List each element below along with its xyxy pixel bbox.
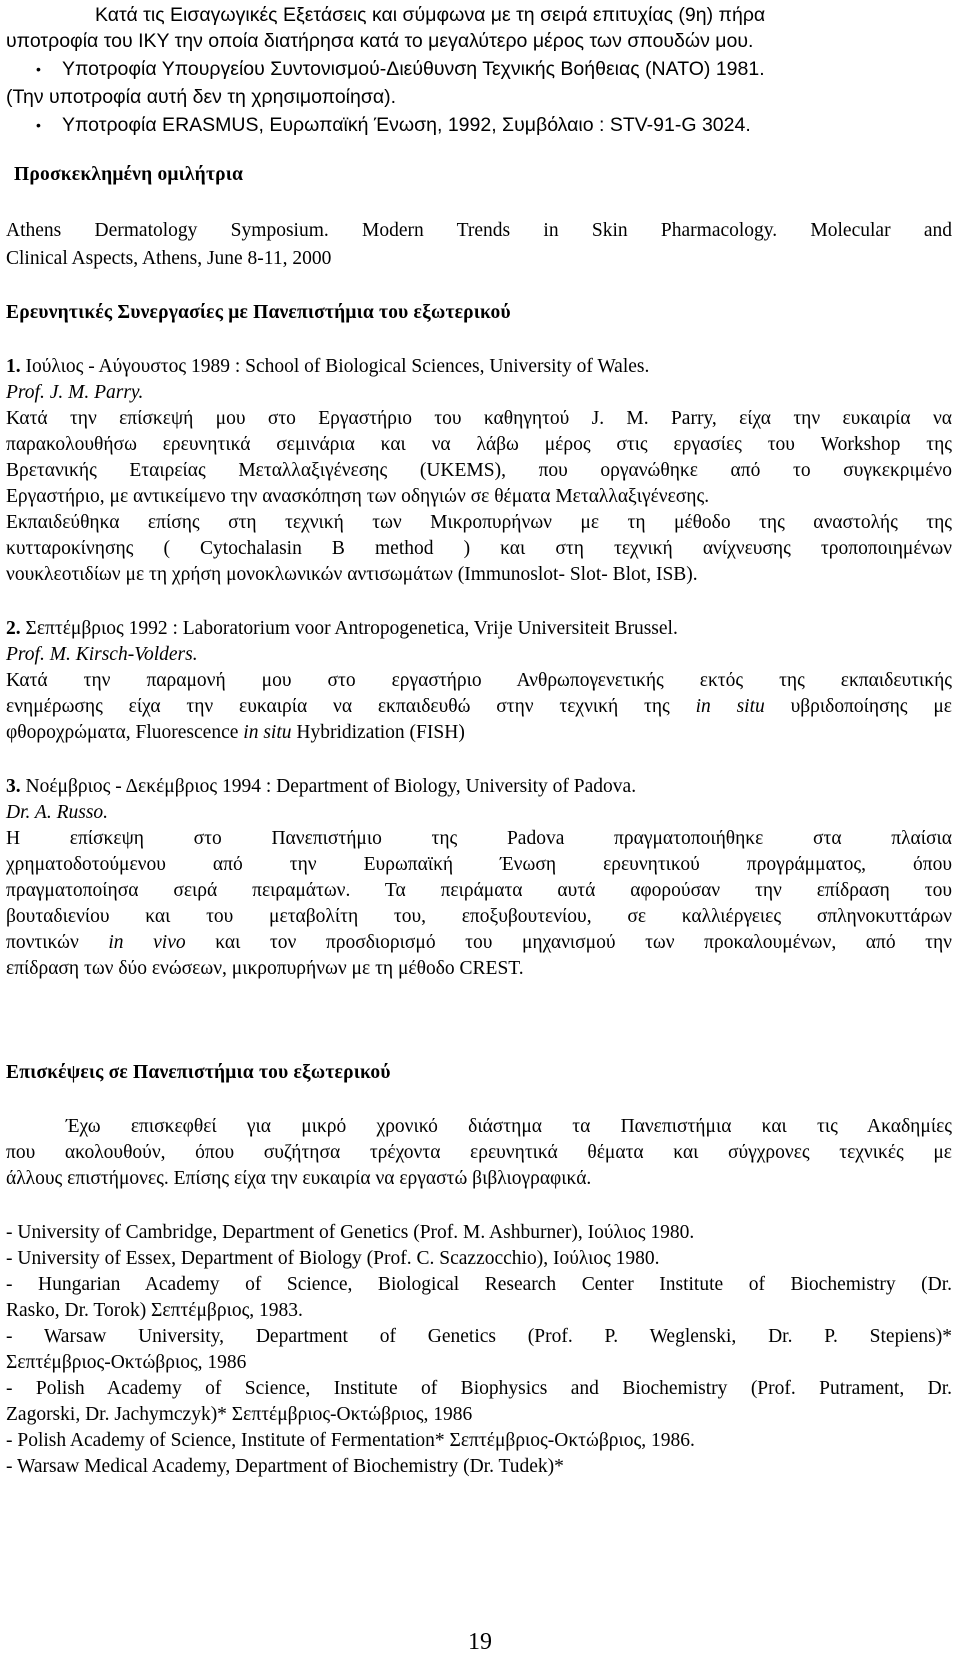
- collab-1-line: Εκπαιδεύθηκα επίσης στη τεχνική των Μικροπυρήνων με τη μέθοδο της αναστολής της: [6, 512, 952, 533]
- collab-2-number: 2.: [6, 618, 21, 639]
- collab-2-title: [6, 616, 678, 642]
- bullet-icon: •: [36, 117, 41, 133]
- visits-heading: Επισκέψεις σε Πανεπιστήμια του εξωτερικού: [6, 1062, 391, 1083]
- visits-intro-line: άλλους επιστήμονες. Επίσης είχα την ευκαιρία να εργαστώ βιβλιογραφικά.: [6, 1168, 592, 1189]
- visit-item: - University of Essex, Department of Biology (Prof. C. Scazzocchio), Ιούλιος 1980.: [6, 1248, 660, 1269]
- invited-speaker-heading: Προσκεκλημένη ομιλήτρια: [14, 164, 244, 185]
- collab-1-line: κυτταροκίνησης ( Cytochalasin B method ) και στη τεχνική ανίχνευσης τροποποιημένων: [6, 538, 952, 559]
- invited-line-2: Clinical Aspects, Athens, June 8-11, 2000: [6, 248, 332, 269]
- collab-2-line: ενημέρωσης είχα την ευκαιρία να εκπαιδευθώ στην τεχνική της in situ υβριδοποίησης με: [6, 696, 952, 717]
- collab-1-number: 1.: [6, 356, 21, 377]
- collab-1-line: Βρετανικής Εταιρείας Μεταλλαξιγένεσης (UKEMS), που οργανώθηκε από το συγκεκριμένο: [6, 460, 952, 481]
- page-number: 19: [468, 1629, 492, 1655]
- scholarship-nato-note: (Την υποτροφία αυτή δεν τη χρησιμοποίησα).: [6, 86, 397, 108]
- collab-3-text: Νοέμβριος - Δεκέμβριος 1994 : Department of Biology, University of Padova.: [20, 776, 637, 797]
- collab-1-line: νουκλεοτιδίων με τη χρήση μονοκλωνικών αντισωμάτων (Immunoslot- Slot- Blot, ISB).: [6, 564, 698, 585]
- collab-1-line: παρακολουθήσω ερευνητικά σεμινάρια και να λάβω μέρος στις εργασίες του Workshop της: [6, 434, 952, 455]
- collab-1-line: Κατά την επίσκεψή μου στο Εργαστήριο του καθηγητού J. M. Parry, είχα την ευκαιρία να: [6, 408, 952, 429]
- collab-3-title: [6, 774, 636, 800]
- bullet-icon: •: [36, 61, 41, 77]
- collab-1-text: Ιούλιος - Αύγουστος 1989 : School of Biological Sciences, University of Wales.: [20, 356, 650, 377]
- collab-3-line: πραγματοποίησα σειρά πειραμάτων. Τα πειράματα αυτά αφορούσαν την επίδραση του: [6, 880, 952, 901]
- scholarship-erasmus: Υποτροφία ERASMUS, Ευρωπαϊκή Ένωση, 1992, Συμβόλαιο : STV-91-G 3024.: [62, 114, 751, 136]
- visit-item: Σεπτέμβριος-Οκτώβριος, 1986: [6, 1352, 247, 1373]
- collab-3-number: 3.: [6, 776, 21, 797]
- collab-2-text: Σεπτέμβριος 1992 : Laboratorium voor Antropogenetica, Vrije Universiteit Brussel.: [20, 618, 678, 639]
- visit-item: - University of Cambridge, Department of Genetics (Prof. M. Ashburner), Ιούλιος 1980.: [6, 1222, 695, 1243]
- collab-1-prof: Prof. J. M. Parry.: [6, 382, 144, 403]
- collab-1-line: Εργαστήριο, με αντικείμενο την ανασκόπηση των οδηγιών σε θέματα Μεταλλαξιγένεσης.: [6, 486, 710, 507]
- collab-3-line: ποντικών in vivo και τον προσδιορισμό του μηχανισμού των προκαλουμένων, από την: [6, 932, 953, 953]
- visit-item: - Hungarian Academy of Science, Biological Research Center Institute of Biochemistry (Dr.: [6, 1274, 952, 1295]
- invited-line-1: Athens Dermatology Symposium. Modern Trends in Skin Pharmacology. Molecular and: [6, 220, 952, 241]
- collab-1-title: [6, 354, 649, 380]
- visit-item: Zagorski, Dr. Jachymczyk)* Σεπτέμβριος-Οκτώβριος, 1986: [6, 1404, 473, 1425]
- collab-3-line: επίδραση των δύο ενώσεων, μικροπυρήνων με τη μέθοδο CREST.: [6, 958, 524, 979]
- collab-3-line: χρηματοδοτούμενου από την Ευρωπαϊκή Ένωση ερευνητικού προγράμματος, όπου: [6, 854, 952, 875]
- collab-heading: Ερευνητικές Συνεργασίες με Πανεπιστήμια του εξωτερικού: [6, 302, 511, 323]
- visits-intro-line: που ακολουθούν, όπου συζήτησα τρέχοντα ερευνητικά θέματα και σύγχρονες τεχνικές με: [6, 1142, 952, 1163]
- scholarship-line-1: Κατά τις Εισαγωγικές Εξετάσεις και σύμφωνα με τη σειρά επιτυχίας (9η) πήρα: [95, 4, 766, 26]
- visit-item: Rasko, Dr. Torok) Σεπτέμβριος, 1983.: [6, 1300, 303, 1321]
- collab-2-line: φθοροχρώματα, Fluorescence in situ Hybridization (FISH): [6, 722, 465, 743]
- collab-3-line: βουταδιενίου και του μεταβολίτη του, εποξυβουτενίου, σε καλλιέργειες σπληνοκυττάρων: [6, 906, 952, 927]
- visit-item: - Polish Academy of Science, Institute of Fermentation* Σεπτέμβριος-Οκτώβριος, 1986.: [6, 1430, 695, 1451]
- collab-2-prof: Prof. M. Kirsch-Volders.: [6, 644, 198, 665]
- collab-3-prof: Dr. A. Russo.: [6, 802, 109, 823]
- visit-item: - Warsaw Medical Academy, Department of Biochemistry (Dr. Tudek)*: [6, 1456, 564, 1477]
- visit-item: - Polish Academy of Science, Institute of Biophysics and Biochemistry (Prof. Putrament, Dr.: [6, 1378, 952, 1399]
- visit-item: - Warsaw University, Department of Genetics (Prof. P. Weglenski, Dr. P. Stepiens)*: [6, 1326, 952, 1347]
- scholarship-line-2: υποτροφία του ΙΚΥ την οποία διατήρησα κατά το μεγαλύτερο μέρος των σπουδών μου.: [6, 30, 754, 52]
- visits-intro-line: Έχω επισκεφθεί για μικρό χρονικό διάστημα τα Πανεπιστήμια και τις Ακαδημίες: [66, 1116, 952, 1137]
- collab-2-line: Κατά την παραμονή μου στο εργαστήριο Ανθρωπογενετικής εκτός της εκπαιδευτικής: [6, 670, 952, 691]
- scholarship-nato: Υποτροφία Υπουργείου Συντονισμού-Διεύθυνση Τεχνικής Βοήθειας (ΝΑΤΟ) 1981.: [62, 58, 765, 80]
- collab-3-line: Η επίσκεψη στο Πανεπιστήμιο της Padova πραγματοποιήθηκε στα πλαίσια: [6, 828, 952, 849]
